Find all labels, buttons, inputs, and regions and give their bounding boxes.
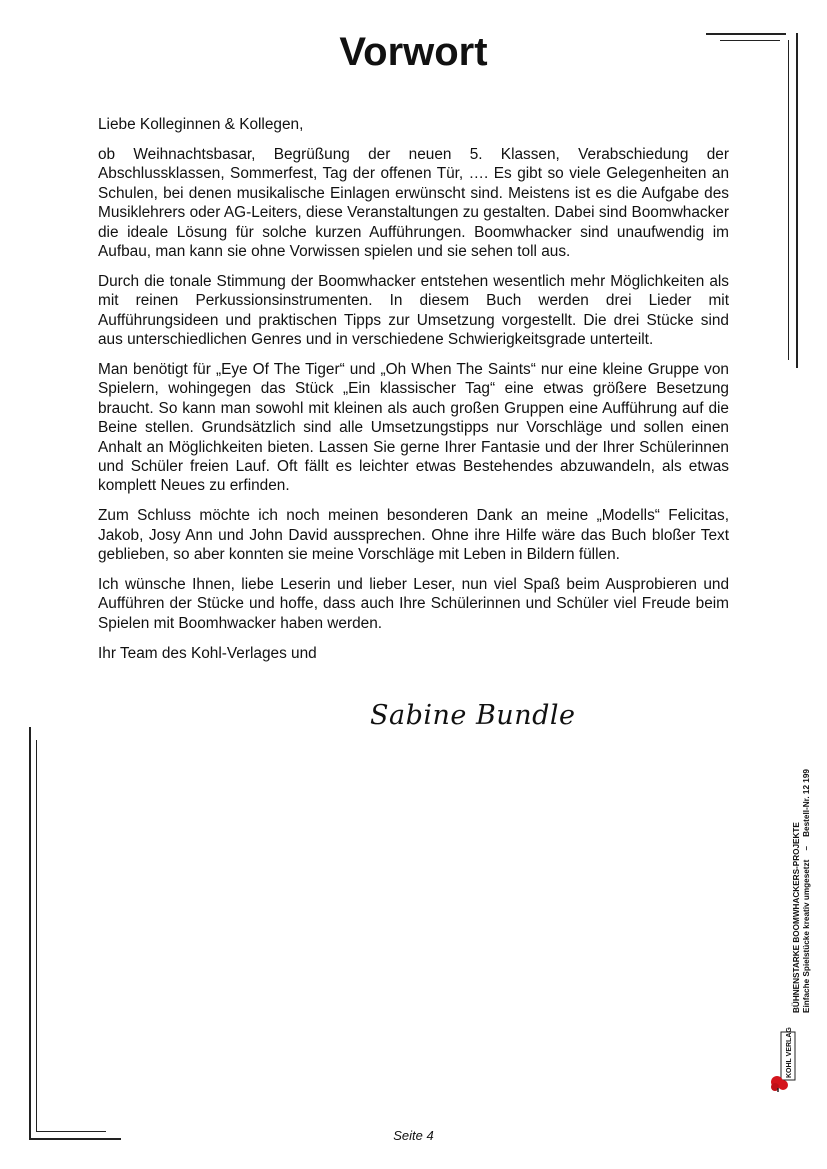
salutation: Liebe Kolleginnen & Kollegen, [98,116,304,133]
logo-wordmark: KOHL VERLAG [786,1027,793,1078]
logo-flower-petal [778,1080,788,1090]
frame-top-right-vertical-inner [788,40,789,360]
paragraph-4: Zum Schluss möchte ich noch meinen besonderen Dank an meine „Modells“ Felicitas, Jakob, Josy Ann und John David aussprechen. Ohne ihre Hilfe wäre das Buch bloßer Text geblieben, so aber konnten sie meine Vorschläge mit Leben in Bildern füllen. [98,507,729,564]
frame-bottom-left-vertical [29,727,31,1139]
page-title: Vorwort [339,30,488,74]
paragraph-1: ob Weihnachtsbasar, Begrüßung der neuen 5. Klassen, Verabschiedung der Abschlussklassen, Sommerfest, Tag der offenen Tür, …. Es gibt so viele Gelegenheiten an Schulen, bei denen musikalische Einlagen erwünscht sind. Meistens ist es die Aufgabe des Musiklehrers oder AG-Leiters, diese Veranstaltungen zu gestalten. Dabei sind Boomwhacker die ideale Lösung für solche kurzen Aufführungen. Boomwhacker sind unaufwendig im Aufbau, man kann sie ohne Vorwissen spielen und sie sehen toll aus. [98,145,729,260]
sidebar-book-info [792,769,812,1013]
frame-top-right-vertical [796,33,798,368]
sidebar-separator: – [802,845,811,851]
paragraph-2: Durch die tonale Stimmung der Boomwhacker entstehen wesentlich mehr Möglichkeiten als mit reinen Perkussionsinstrumenten. In diesem Buch werden drei Lieder mit Aufführungsideen und praktischen Tipps zur Umsetzung vorgestellt. Die drei Stücke sind aus unterschiedlichen Genres und in verschiedene Schwierigkeitsgrade unterteilt. [98,272,729,349]
signature: Sabine Bundle [370,700,576,731]
sidebar-book-subtitle: Einfache Spielstücke kreativ umgesetzt [802,859,811,1013]
kohl-verlag-logo [769,1030,799,1092]
frame-bottom-left-vertical-inner [36,740,37,1132]
sidebar-order-number: Bestell-Nr. 12 199 [802,769,811,837]
closing-line: Ihr Team des Kohl-Verlages und [98,644,317,662]
paragraph-5: Ich wünsche Ihnen, liebe Leserin und lieber Leser, nun viel Spaß beim Ausprobieren und Aufführen der Stücke und hoffe, dass auch Ihre Schülerinnen und Schüler viel Freude beim Spielen mit Boomhwacker haben werden. [98,576,729,632]
paragraph-3: Man benötigt für „Eye Of The Tiger“ und „Oh When The Saints“ nur eine kleine Gruppe von Spielern, wohingegen das Stück „Ein klassischer Tag“ eine etwas größere Besetzung braucht. So kann man sowohl mit kleinen als auch großen Gruppen eine Aufführung auf die Beine stellen. Grundsätzlich sind alle Umsetzungstipps nur Vorschläge und sollen einen Anhalt an Möglichkeiten bieten. Lassen Sie gerne Ihrer Fantasie und der Ihrer Schülerinnen und Schüler freien Lauf. Oft fällt es leichter etwas Bestehendes abzuwandeln, als etwas komplett Neues zu erfinden. [98,360,729,495]
foreword-body [98,115,729,674]
page-number: Seite 4 [393,1128,434,1143]
sidebar-book-title: BÜHNENSTARKE BOOMWHACKERS-PROJEKTE [792,822,801,1013]
